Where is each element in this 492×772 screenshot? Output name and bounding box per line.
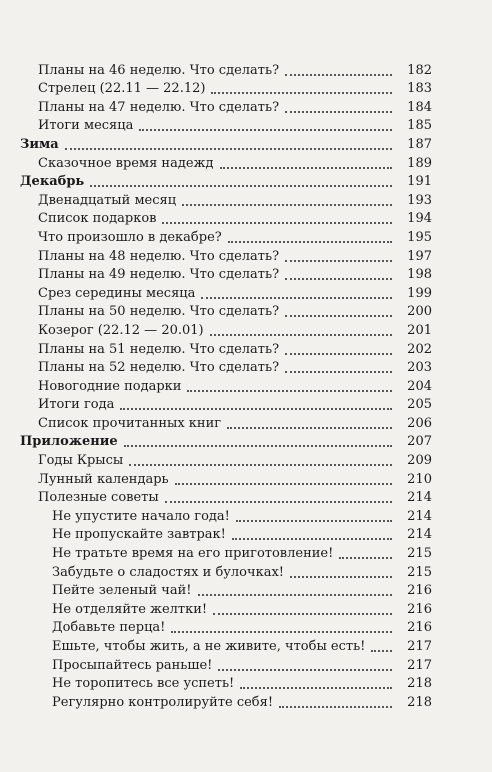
toc-page-number: 193	[407, 192, 432, 208]
toc-page-number: 214	[407, 527, 432, 543]
toc-entry	[0, 506, 492, 525]
toc-page-number: 199	[407, 285, 432, 301]
toc-entry-title: Планы на 49 неделю. Что сделать?	[38, 267, 280, 283]
toc-page-number: 184	[407, 99, 432, 115]
toc-section-heading	[0, 134, 492, 153]
toc-entry-title: Добавьте перца!	[52, 620, 166, 636]
toc-entry-title: Новогодние подарки	[38, 378, 182, 394]
toc-entry	[0, 358, 492, 377]
toc-entry-title: Не отделяйте желтки!	[52, 601, 208, 617]
toc-page-number: 216	[407, 583, 432, 599]
toc-section-heading	[0, 172, 492, 191]
dot-leader	[285, 353, 392, 355]
toc-entry-title: Планы на 52 неделю. Что сделать?	[38, 360, 280, 376]
toc-page-number: 218	[407, 676, 432, 692]
toc-entry	[0, 79, 492, 98]
toc-entry	[0, 320, 492, 339]
toc-entry-title: Стрелец (22.11 — 22.12)	[38, 81, 206, 97]
dot-leader	[232, 538, 392, 540]
toc-page-number: 218	[407, 694, 432, 710]
dot-leader	[201, 297, 392, 299]
toc-entry	[0, 395, 492, 414]
toc-page-number: 195	[407, 229, 432, 245]
toc-entry-title: Ешьте, чтобы жить, а не живите, чтобы есть!	[52, 639, 366, 654]
dot-leader	[279, 706, 392, 708]
dot-leader	[213, 613, 392, 615]
toc-page-number: 200	[407, 304, 432, 320]
toc-entry	[0, 692, 492, 711]
toc-page-number: 217	[407, 639, 432, 654]
toc-entry	[0, 674, 492, 693]
toc-entry	[0, 116, 492, 135]
toc-entry-title: Регулярно контролируйте себя!	[52, 694, 274, 710]
toc-page-number: 201	[407, 322, 432, 338]
toc-page-number: 206	[407, 415, 432, 431]
dot-leader	[210, 334, 392, 336]
toc-page-number: 216	[407, 601, 432, 617]
toc-entry-title: Срез середины месяца	[38, 285, 196, 301]
toc-page-number: 209	[407, 453, 432, 469]
toc-entry-title: Сказочное время надежд	[38, 155, 214, 171]
dot-leader	[162, 222, 392, 224]
toc-page-number: 187	[407, 136, 432, 152]
toc-entry	[0, 562, 492, 581]
toc-entry-title: Не тратьте время на его приготовление!	[52, 546, 334, 562]
toc-entry	[0, 283, 492, 302]
toc-entry-title: Зима	[20, 136, 59, 152]
toc-entry-title: Козерог (22.12 — 20.01)	[38, 322, 204, 338]
toc-page-number: 210	[407, 471, 432, 487]
toc-page-number: 191	[407, 174, 432, 190]
toc-entry-title: Что произошло в декабре?	[38, 229, 222, 245]
dot-leader	[228, 241, 392, 243]
toc-entry	[0, 376, 492, 395]
dot-leader	[211, 92, 392, 94]
toc-entry-title: Декабрь	[20, 174, 85, 190]
dot-leader	[187, 390, 392, 392]
dot-leader	[129, 464, 392, 466]
toc-entry	[0, 581, 492, 600]
dot-leader	[65, 148, 392, 150]
toc-page-number: 217	[407, 657, 432, 673]
toc-entry-title: Планы на 46 неделю. Что сделать?	[38, 62, 280, 78]
toc-entry	[0, 525, 492, 544]
toc-page-number: 202	[407, 341, 432, 357]
dot-leader	[220, 167, 392, 169]
toc-entry	[0, 153, 492, 172]
dot-leader	[285, 111, 392, 113]
dot-leader	[236, 520, 392, 522]
dot-leader	[218, 669, 392, 671]
toc-page-number: 214	[407, 508, 432, 524]
dot-leader	[124, 445, 392, 447]
toc-entry	[0, 227, 492, 246]
toc-entry-title: Забудьте о сладостях и булочках!	[52, 564, 285, 580]
toc-entry-title: Не пропускайте завтрак!	[52, 527, 226, 543]
toc-entry-title: Годы Крысы	[38, 453, 124, 469]
toc-entry-title: Двенадцатый месяц	[38, 192, 177, 208]
toc-entry-title: Список подарков	[38, 211, 157, 227]
dot-leader	[90, 185, 392, 187]
dot-leader	[339, 557, 392, 559]
toc-page-number: 215	[407, 564, 432, 580]
dot-leader	[285, 371, 392, 373]
toc-page-number: 198	[407, 267, 432, 283]
toc-entry-title: Полезные советы	[38, 490, 159, 506]
dot-leader	[182, 204, 392, 206]
dot-leader	[285, 315, 392, 317]
toc-page-number: 214	[407, 490, 432, 506]
dot-leader	[371, 650, 392, 652]
dot-leader	[139, 129, 392, 131]
toc-entry	[0, 339, 492, 358]
toc-entry-title: Итоги года	[38, 397, 115, 413]
toc-entry-title: Просыпайтесь раньше!	[52, 657, 213, 673]
toc-section-heading	[0, 432, 492, 451]
toc-entry-title: Итоги месяца	[38, 118, 134, 134]
toc-entry	[0, 413, 492, 432]
toc-page-number: 197	[407, 248, 432, 264]
toc-page-number: 215	[407, 546, 432, 562]
toc-page-number: 216	[407, 620, 432, 636]
toc-entry	[0, 469, 492, 488]
toc-entry	[0, 450, 492, 469]
toc-page-number: 207	[407, 434, 432, 450]
toc-page-number: 194	[407, 211, 432, 227]
toc-page-number: 182	[407, 62, 432, 78]
toc-entry-title: Лунный календарь	[38, 471, 169, 487]
toc-page-number: 205	[407, 397, 432, 413]
toc-page-number: 203	[407, 360, 432, 376]
toc-page-number: 183	[407, 81, 432, 97]
toc-entry	[0, 60, 492, 79]
toc-entry-title: Планы на 50 неделю. Что сделать?	[38, 304, 280, 320]
toc-entry-title: Планы на 51 неделю. Что сделать?	[38, 341, 280, 357]
dot-leader	[120, 408, 392, 410]
toc-entry	[0, 636, 492, 655]
dot-leader	[240, 687, 392, 689]
toc-entry	[0, 543, 492, 562]
toc-entry-title: Список прочитанных книг	[38, 415, 222, 431]
toc-page-number: 189	[407, 155, 432, 171]
dot-leader	[285, 74, 392, 76]
toc-entry	[0, 190, 492, 209]
dot-leader	[175, 483, 392, 485]
toc-entry	[0, 655, 492, 674]
toc-entry	[0, 209, 492, 228]
toc-entry	[0, 488, 492, 507]
table-of-contents	[0, 60, 492, 711]
toc-entry-title: Пейте зеленый чай!	[52, 583, 192, 599]
dot-leader	[171, 631, 392, 633]
toc-entry	[0, 265, 492, 284]
toc-entry	[0, 97, 492, 116]
toc-entry	[0, 618, 492, 637]
dot-leader	[165, 501, 392, 503]
dot-leader	[285, 278, 392, 280]
toc-entry-title: Планы на 47 неделю. Что сделать?	[38, 99, 280, 115]
dot-leader	[285, 260, 392, 262]
toc-entry-title: Не упустите начало года!	[52, 508, 230, 524]
dot-leader	[227, 427, 392, 429]
dot-leader	[290, 576, 392, 578]
toc-page-number: 185	[407, 118, 432, 134]
toc-entry	[0, 599, 492, 618]
toc-entry	[0, 302, 492, 321]
toc-entry-title: Планы на 48 неделю. Что сделать?	[38, 248, 280, 264]
dot-leader	[198, 594, 393, 596]
toc-entry-title: Не торопитесь все успеть!	[52, 676, 235, 692]
toc-entry	[0, 246, 492, 265]
toc-page-number: 204	[407, 378, 432, 394]
toc-entry-title: Приложение	[20, 434, 118, 450]
